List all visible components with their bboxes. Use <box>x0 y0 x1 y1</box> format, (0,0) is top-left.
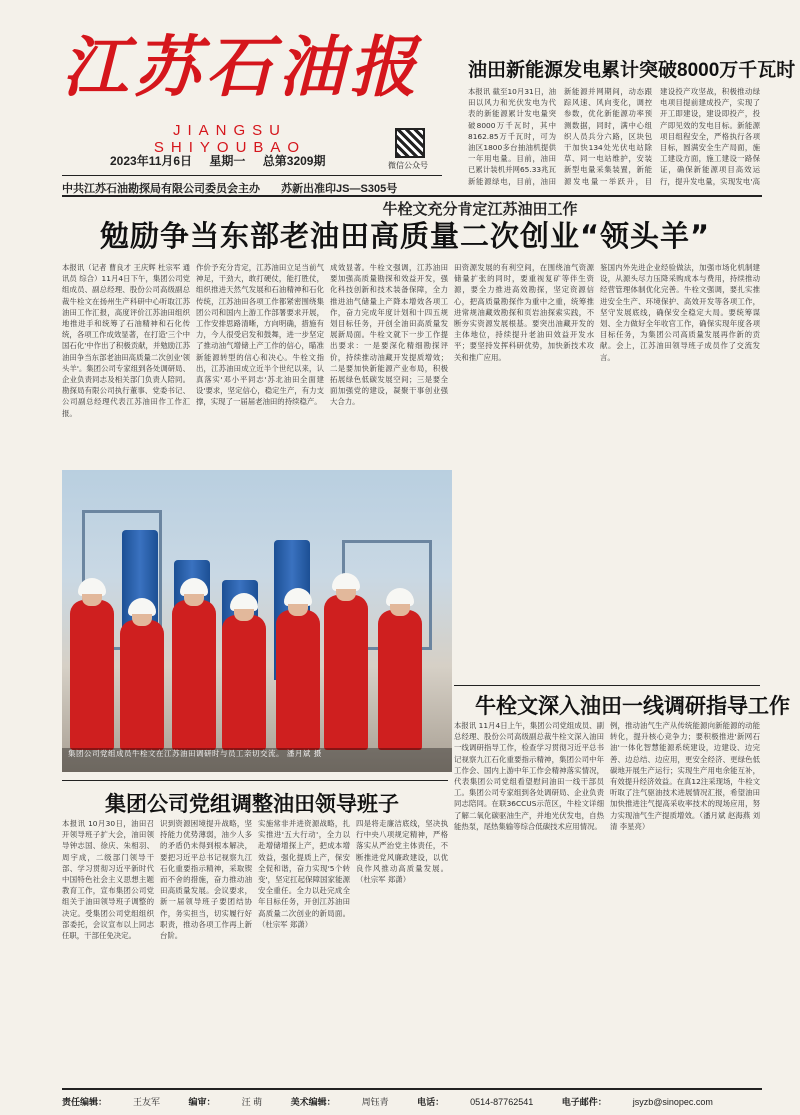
publisher: 中共江苏石油勘探局有限公司委员会主办 <box>62 183 260 195</box>
divider <box>62 195 762 197</box>
story3-column-2: 识到资源困境提升战略，坚持能力优势薄弱，油少人多的矛盾仍未得到根本解决，要把习近平总书记视察九江石化重要指示精神，采取锲而不舍的措施，奋力推动油田高质量发展。会议要求，新一届领导班子要团结协作，务实担当，切实履行好职责，推动各项工作再上新台阶。 <box>160 819 252 941</box>
masthead-title: 江苏石油报 <box>62 28 422 106</box>
issue-info <box>110 152 339 169</box>
license: 苏新出准印JS—S305号 <box>281 183 398 195</box>
phone-number: 0514-87762541 <box>470 1097 534 1107</box>
story3-column-3: 实施常非并进资源战略，扎实推进'五大行动'，全力以赴增储增探上产，把成本增效益，强化提质上产，保安全促和谐，奋力实现'5个转变'，坚定扛起保障国家能源安全重任。全力以赴完成全年目标任务，开创江苏油田高质量二次创业的新局面。（杜宗军 郑潇） <box>258 819 350 929</box>
issue-weekday: 星期一 <box>209 154 246 168</box>
layout-label: 编审： <box>188 1097 216 1107</box>
lead-column-2: 作价予充分肯定，江苏油田立足当前气神足，干劲大，敢打硬仗，能打胜仗，组织推进天然气发展和石油精神和石化传统，江苏油田各项工作都紧密围绕集团公司和国内上游工作部署要求开展，工作安排思路清晰，方向明确，措施有力，今人很受启发和鼓舞，进一步坚定了推动油气增储上产工作的信心，瞄准新能源转型的信心和决心。牛栓文指出，江苏油田成立近半个世纪以来，认真落实'邓小平同志'苏北油田全面建设'要求，坚定信心，稳定生产，有力支撑，实现了一届届老油田的持续稳产。 <box>196 263 324 407</box>
editor-name: 王友军 <box>133 1097 161 1107</box>
story3-headline: 集团公司党组调整油田领导班子 <box>105 792 399 816</box>
issue-number: 总第3209期 <box>262 154 326 168</box>
lead-column-5: 鉴国内外先进企业经验做法，加强市场化机制建设，从源头尽力压降采购成本与费用，持续推动经营管理体制优化完善。牛栓文强调，要扎实推进安全生产、环境保护、高效开发等各项工作，坚守发展底线，确保安全稳定大局。要统筹谋划、全力做好全年收官工作，确保实现年度各项目标任务，为集团公司高质量发展再作新的贡献。会上，江苏油田领导班子成员作了交流发言。 <box>600 263 760 362</box>
divider <box>454 685 760 686</box>
phone-label: 电话： <box>417 1097 445 1107</box>
story3-column-1: 本报讯 10月30日，油田召开领导班子扩大会，油田领导钟志国、徐庆、朱相羽、周宇成，二级部门领导干部、学习贯彻习近平新时代中国特色社会主义思想主题教育工作，宣布集团公司党组关于油田领导班子调整的决定。受集团公司党组组织部委托，会议宣布以上同志任职，干部任免决定。 <box>62 819 154 941</box>
email-label: 电子邮件： <box>561 1097 607 1107</box>
art-label: 美术编辑： <box>290 1097 336 1107</box>
qr-code-icon <box>395 128 425 158</box>
lead-subhead: 牛栓文充分肯定江苏油田工作 <box>382 200 578 218</box>
masthead-pinyin: JIANGSU SHIYOUBAO <box>153 122 307 156</box>
issue-date: 2023年11月6日 <box>110 154 193 168</box>
layout-name: 汪 萌 <box>241 1097 263 1107</box>
lead-photo <box>62 470 452 772</box>
top-right-headline: 油田新能源发电累计突破8000万千瓦时 <box>468 60 796 81</box>
top-right-column-3: 建设投产攻坚战，积极推动绿电项目提前建成投产，实现了开工即建设，建设即投产，投产即见效的发电目标。新能源项目组程安全，严格执行各项目标，圆满安全生产局面，施工建设方面，施工建设一路保证，确保新能源项目高效运行，提升发电量，实现发电'高 <box>660 87 760 186</box>
story2-column-1: 本报讯 11月4日上午，集团公司党组成员、副总经理、股份公司高级副总裁牛栓文深入油田一线调研指导工作，检查学习贯彻习近平总书记视察九江石化重要指示精神，集团公司中年工作会、国内上游中年工作会精神落实情况，代表集团公司党组看望慰问油田一线干部员工。集团公司专家组到各处调研局、企业负责同志陪同。在联36CCUS示范区，牛栓文详细了解二氧化碳驱油生产，并地光伏发电，自热能热泵，尾热集输等综合低碳技术应用情况。 <box>454 721 604 831</box>
divider <box>62 175 442 176</box>
top-right-column-1: 本报讯 截至10月31日，油田以风力和光伏发电为代表的新能源累计发电量突破8000万千瓦时，其中8162.85万千瓦时，可为油区1800多台抽油机提供一年用电量。目前，油田已累计装机并网65.33兆瓦新能源绿电，目前，油田 <box>468 87 556 186</box>
art-name: 周钰青 <box>361 1097 389 1107</box>
editor-label: 责任编辑： <box>62 1097 108 1107</box>
lead-headline: 勉励争当东部老油田高质量二次创业“领头羊” <box>99 219 711 253</box>
lead-column-4: 田资源发展的有利空间，在围绕油气资源储量扩张的同时，要重视复矿等伴生资源，要全力推进高效勘探，坚定资源信心，把高质量勘探作为重中之重，统筹推进常规油藏效勘探和页岩油探索实践，不断夯实资源发展根基。要突出油藏开发的主体地位，持续提升老油田效益开发水平；要坚持发挥科研优势，加快新技术攻关和推广应用。 <box>454 263 594 362</box>
lead-column-1: 本报讯（记者 曹良才 王庆辉 杜宗军 通讯员 综合）11月4日下午，集团公司党组成员、副总经理、股份公司高级副总裁牛栓文在扬州生产科研中心听取江苏油田工作汇报，高度评价江苏油田组织地推进手和统筹了石油精神和石化传统，各项工作成效显著，在打造'三个中国石化'中作出了积极贡献，并勉励江苏油田争当东部老油田高质量二次创业'领头羊'。集团公司专家组到各处调研局、企业负责同志及相关部门负责人陪同。勘探局有限公司执行董事、党委书记、公司副总经理代表江苏油田作工作汇报。 <box>62 263 190 418</box>
top-right-column-2: 新能源并网期间，动态跟踪风速、风向变化，调控参数，优化新能源功率预测数据，同时，满中心组织人员兵分六路，区块包干加快134处光伏电站除草、同一电站维护，安装新型电量采集装置，新能源发电量一举跃升，目 <box>564 87 652 186</box>
email-address: jsyzb@sinopec.com <box>632 1097 713 1107</box>
divider <box>62 1088 762 1090</box>
photo-caption: 集团公司党组成员牛栓文在江苏油田调研时与员工亲切交流。 潘月斌 摄 <box>68 749 322 758</box>
qr-label: 微信公众号 <box>388 161 428 170</box>
footer <box>62 1095 762 1108</box>
lead-column-3: 成效显著。牛栓文强调，江苏油田要加强高质量勘探和效益开发，强化科技创新和技术装备保障，全力推进油气储量上产降本增效各项工作，奋力完成年度计划和十四五规划目标任务，开创全油田高质量发展新局面。牛栓文就下一步工作提出要求：一是要深化精细勘探评价，持续推动油藏开发提质增效；二是要加快新能源产业布局，积极拓展绿色低碳发展空间；三是要全面加强党的建设，凝聚干事创业强大合力。 <box>330 263 448 407</box>
publisher-info <box>62 180 415 196</box>
story2-headline: 牛栓文深入油田一线调研指导工作 <box>475 694 790 718</box>
divider <box>62 780 448 781</box>
story3-column-4: 四是将走廉洁底线，坚决执行中央八项规定精神，严格落实从严治党主体责任，不断推进党风廉政建设，以优良作风推动高质量发展。（杜宗军 郑潇） <box>356 819 448 885</box>
story2-column-2: 例，推动油气生产从传统能源向新能源的动能转化，提升核心竞争力；要积极推进'新网石油'一体化智慧能源系统建设，边建设、边完善、边总结、边应用，更安全经济、更绿色低碳地开展生产运行；实现生产用电余能互补，有效提升经济效益。在真12注采现场，牛栓文听取了注气驱油技术进展情况汇报，希望油田加快推进注气提高采收率技术的现场应用，努力实现油气生产提质增效。（潘月斌 赵海燕 刘清 李星亮） <box>610 721 760 831</box>
